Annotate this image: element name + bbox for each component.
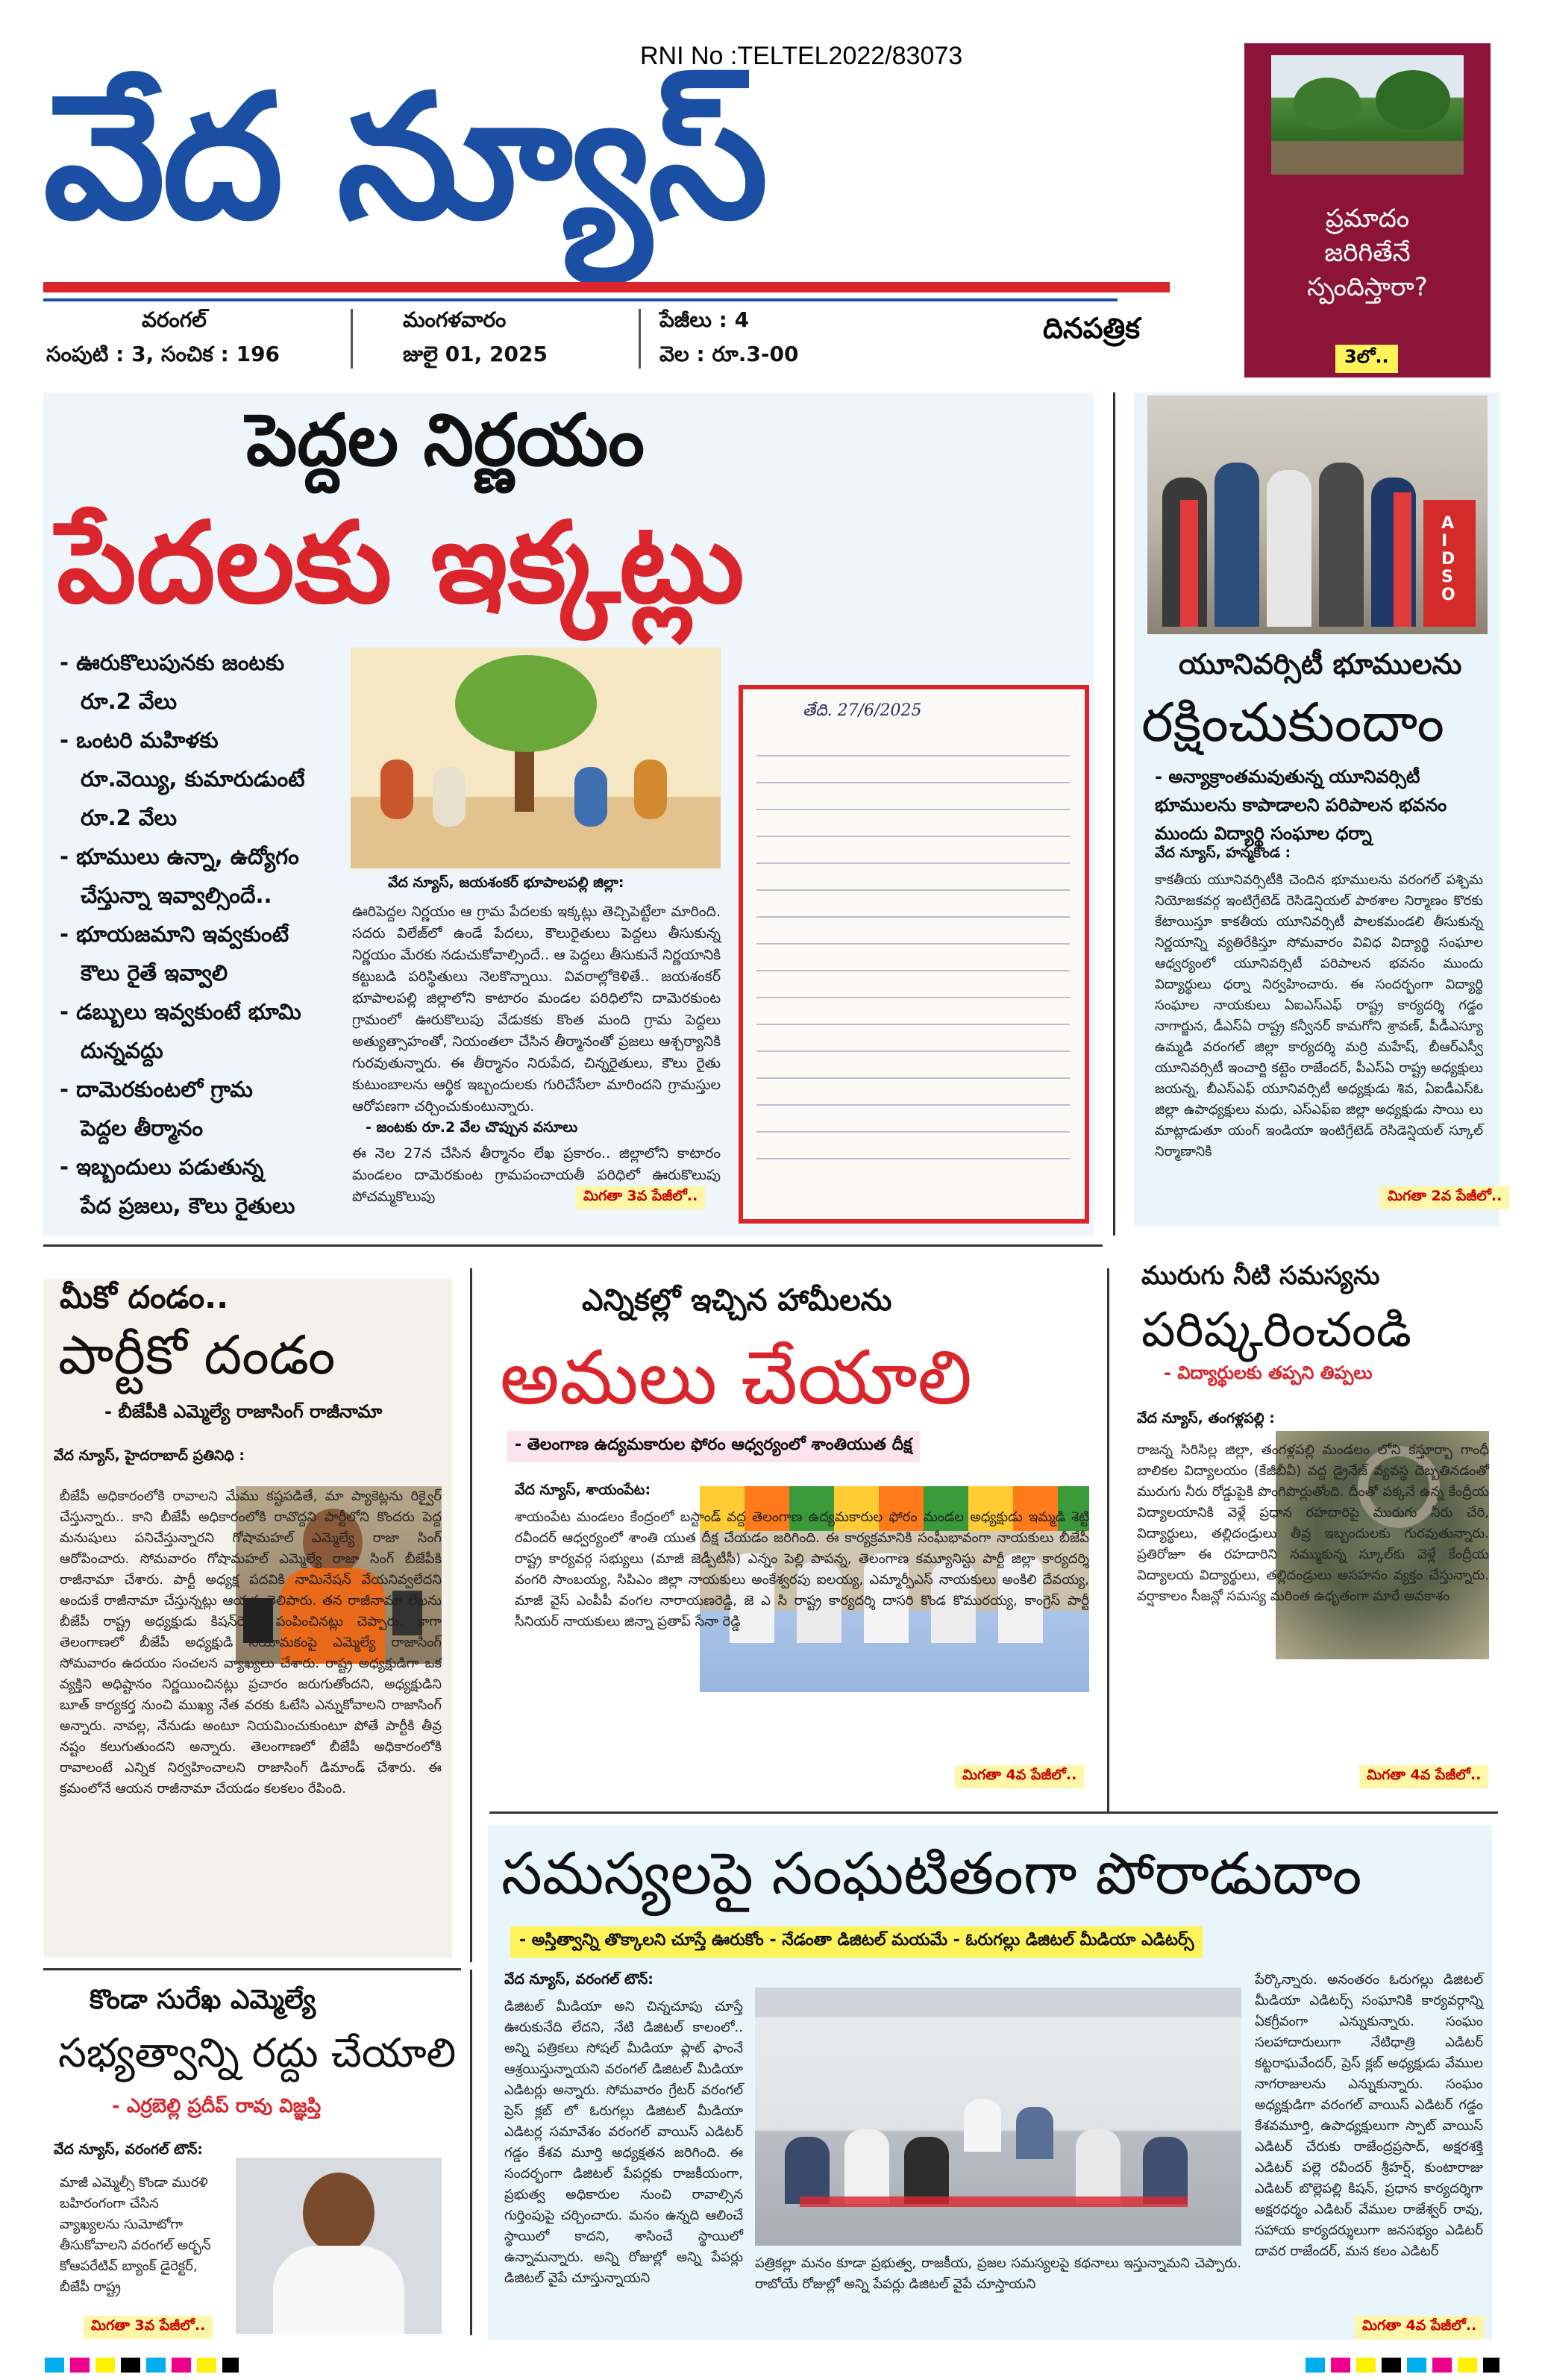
- digital-photo: [755, 1988, 1241, 2246]
- bullet-line: పేద ప్రజలు, కౌలు రైతులు: [81, 1193, 295, 1218]
- university-continued[interactable]: మిగతా 2వ పేజీలో..: [1380, 1186, 1509, 1209]
- promises-kicker: ఎన్నికల్లో ఇచ్చిన హామీలను: [582, 1283, 892, 1318]
- surekha-deck: - ఎర్రబెల్లి ప్రదీప్ రావు విజ్ఞప్తి: [112, 2095, 322, 2117]
- water-dateline: వేద న్యూస్, తంగళ్లపల్లి :: [1137, 1410, 1275, 1427]
- university-banner-text: AIDSO: [1441, 514, 1455, 604]
- bullet-line: రూ.2 వేలు: [81, 689, 178, 714]
- lead-story-headline: పేదలకు ఇక్కట్లు: [57, 498, 745, 628]
- surekha-rule: [43, 1968, 461, 1970]
- registration-strip-left: [45, 2358, 239, 2373]
- water-body: రాజన్న సిరిసిల్ల జిల్లా, తంగళ్లపల్లి మండలం లోని కస్తూర్బా గాంధీ బాలికల విద్యాలయం (కేజీబీవీ) వద్ద డ్రైనేజ్ వ్యవస్థ దెబ్బతినడంతో మురుగు నీరు రోడ్డుపైకి పొంగిపొర్లుతోంది. దీంతో పక్కనే ఉన్న కేంద్రీయ విద్యాలయానికి వెళ్లే ప్రధాన రహదారిపై మురుగు నీరు చేరి, విద్యార్థులు, తల్లిదండ్రులు తీవ్ర ఇబ్బందులకు గురవుతున్నారు. ప్రతిరోజూ ఈ రహదారిని నమ్ముకున్న స్కూల్‌కు వెళ్లే కేంద్రీయ విద్యాలయ విద్యార్థులు, తల్లిదండ్రులు అసహనం వ్యక్తం చేస్తున్నారు. వర్షాకాలం సీజన్లో సమస్య మరింత ఉధృతంగా మారే అవకాశం: [1137, 1442, 1489, 1604]
- section-rule-1: [43, 1244, 1103, 1247]
- column-rule-right: [1113, 392, 1115, 1236]
- promises-deck: - తెలంగాణ ఉద్యమకారుల ఫోరం ఆధ్వర్యంలో శాంతియుత దీక్ష: [507, 1431, 920, 1462]
- lead-story-illustration: [351, 648, 721, 868]
- digital-continued[interactable]: మిగతా 4వ పేజీలో..: [1355, 2316, 1484, 2339]
- digital-body-left: డిజిటల్ మీడియా అని చిన్నచూపు చూస్తే ఊరుకునేది లేదని, నేటి డిజిటల్ కాలంలో.. అన్ని పత్రికలు సోషల్ మీడియా ప్లాట్ ఫాంనే ఆశ్రయిస్తున్నాయని వరంగల్ డిజిటల్ మీడియా ఎడిటర్లు అన్నారు. సోమవారం గ్రేటర్ వరంగల్ ప్రెస్ క్లబ్ లో ఓరుగల్లు డిజిటల్ మీడియా ఎడిటర్ల సమావేశం వరంగల్ వాయిస్ ఎడిటర్ గడ్డం కేశవ మూర్తి అధ్యక్షతన జరిగింది. ఈ సందర్భంగా డిజిటల్ పేపర్లకు రాజకీయంగా, ప్రభుత్వ అధికారుల నుంచి రావాల్సిన గుర్తింపుపై చర్చించారు. మనం ఉన్నది ఆలించే స్థాయిలో కాదని, శాసించే స్థాయిలో ఉన్నామన్నారు. అన్ని రోజుల్లో అన్ని పేపర్లు డిజిటల్ వైపే చూస్తున్నాయని: [504, 1999, 743, 2286]
- bullet-line: - ఊరుకొలుపునకు జంటకు: [60, 650, 285, 675]
- lead-story-kicker: పెద్దల నిర్ణయం: [246, 398, 645, 482]
- column-rule-bottom: [470, 1970, 472, 2335]
- water-kicker: మురుగు నీటి సమస్యను: [1141, 1261, 1380, 1291]
- teaser-page-ref: 3లో..: [1335, 345, 1398, 373]
- rajasingh-body: బీజేపీ అధికారంలోకి రావాలని మేము కష్టపడితే, మా ప్యాకెట్లను రిక్వైర్ చేస్తున్నారు.. కాని బీజేపీ అధికారంలోకి రావొద్దని పార్టీలోని కొందరు పెద్ద మనుషులు పనిచేస్తున్నారని గోషామహల్ ఎమ్మెల్యే రాజా సింగ్ ఆరోపించారు. సోమవారం గోషామహల్ ఎమ్మెల్యే రాజా సింగ్ బీజేపీకి రాజీనామా చేశారు. పార్టీ అధ్యక్ష పదవికి నామినేషన్ వేయనివ్వలేదని అందుకే రాజీనామా చేస్తున్నట్లు ఆయన తెలిపారు. తన రాజీనామా లేఖను బీజేపీ రాష్ట్ర అధ్యక్షుడు కిషన్‌రెడ్డికి పంపించినట్లు చెప్పారు. కాగా తెలంగాణలో బీజేపీ అధ్యక్షుడి నియామకంపై ఎమ్మెల్యే రాజాసింగ్ సోమవారం ఉదయం సంచలన వ్యాఖ్యలు చేశారు. రాష్ట్ర అధ్యక్షుడిగా ఒక వ్యక్తిని అధిష్టానం నిర్ణయించినట్లు ప్రచారం జరుగుతోందని, అధ్యక్షుడిని బూత్ కార్యకర్త నుంచి ముఖ్య నేత వరకు ఓటేసి ఎన్నుకోవాలని రాజాసింగ్ అన్నారు. నావల్ల, నేనుడు అంటూ నియమించుకుంటూ పోతే పార్టీకి తీవ్ర నష్టం కలుగుతుందని అన్నారు. తెలంగాణలో బీజేపీ అధికారంలోకి రావాలంటే ఎన్నిక నిర్వహించాలని రాజాసింగ్ డిమాండ్ చేశారు. ఈ క్రమంలోనే ఆయన రాజీనామా చేయడం కలకలం రేపింది.: [60, 1488, 442, 1797]
- registration-strip-right: [1306, 2358, 1499, 2373]
- bullet-line: చేస్తున్నా ఇవ్వాల్సిందే..: [81, 883, 272, 908]
- surekha-photo: [236, 2158, 442, 2334]
- rajasingh-headline: పార్టీకో దండం: [58, 1324, 336, 1386]
- bullet-line: రూ.2 వేలు: [81, 805, 178, 830]
- surekha-headline: సభ్యత్వాన్ని రద్దు చేయాలి: [58, 2029, 457, 2076]
- digital-body-mid: పత్రికల్లా మనం కూడా ప్రభుత్వ, రాజకీయ, ప్రజల సమస్యలపై కథనాలు ఇస్తున్నామని చెప్పారు. రాబోయే రోజుల్లో అన్ని పేపర్లు డిజిటల్ వైపే చూస్తాయని: [755, 2255, 1241, 2292]
- bullet-line: దున్నవద్దు: [81, 1038, 163, 1063]
- edition-day: మంగళవారం: [403, 307, 507, 332]
- digital-dateline: వేద న్యూస్, వరంగల్ టౌన్:: [504, 1971, 654, 1988]
- surekha-continued[interactable]: మిగతా 3వ పేజీలో..: [84, 2316, 213, 2339]
- bullet-line: రూ.వెయ్యి, కుమారుడుంటే: [81, 766, 305, 792]
- letter-date: తేది. 27/6/2025: [803, 701, 922, 720]
- column-rule-mid-left: [470, 1268, 472, 1962]
- rajasingh-dateline: వేద న్యూస్, హైదరాబాద్ ప్రతినిధి :: [54, 1447, 245, 1464]
- surekha-dateline: వేద న్యూస్, వరంగల్ టౌన్:: [54, 2141, 203, 2158]
- water-deck: - విద్యార్థులకు తప్పని తిప్పలు: [1164, 1362, 1373, 1383]
- lead-story-dateline: వేద న్యూస్, జయశంకర్ భూపాలపల్లి జిల్లా:: [388, 874, 624, 891]
- promises-continued[interactable]: మిగతా 4వ పేజీలో..: [955, 1765, 1084, 1788]
- lead-story-body: ఊరిపెద్దల నిర్ణయం ఆ గ్రామ పేదలకు ఇక్కట్లు తెచ్చిపెట్టేలా మారింది. సదరు విలేజ్‌లో ఉండే పేదలు, కౌలురైతులు పెద్దలు తీసుకున్న నిర్ణయం మేరకు నడుచుకోవాల్సిందే.. ఆ పెద్దలు తీసుకునే నిర్ణయానికి కట్టుబడి పరిస్థితులు నెలకొన్నాయి. వివరాల్లోకెళితే.. జయశంకర్ భూపాలపల్లి జిల్లాలోని కాటారం మండల పరిధిలోని దామెరకుంట గ్రామంలో ఊరుకొలుపు వేడుకకు కొంత మంది గ్రామ పెద్దలు అత్యుత్సాహంతో, నియంతలా చేసిన తీర్మానంతో ప్రజలు ఆశ్చర్యానికి గురవుతున్నారు. ఈ తీర్మానం నిరుపేద, చిన్నరైతులు, కౌలు రైతు కుటుంబాలను ఆర్థిక ఇబ్బందులకు గురిచేసేలా మారిందని గ్రామస్తుల ఆరోపణగా చర్చించుకుంటున్నారు.: [352, 904, 721, 1115]
- promises-headline: అమలు చేయాలి: [500, 1334, 973, 1421]
- edition-city: వరంగల్: [142, 307, 207, 332]
- university-headline: రక్షించుకుందాం: [1141, 691, 1445, 754]
- water-continued[interactable]: మిగతా 4వ పేజీలో..: [1359, 1765, 1488, 1788]
- bullet-line: - దామెరకుంటలో గ్రామ: [60, 1077, 253, 1102]
- bullet-line: పెద్దల తీర్మానం: [81, 1115, 204, 1141]
- university-dateline: వేద న్యూస్, హన్మకొండ :: [1155, 845, 1291, 861]
- masthead-divider-1: [351, 309, 353, 369]
- rni-number: RNI No :TELTEL2022/83073: [640, 42, 963, 70]
- university-deck: - అన్యాక్రాంతమవుతున్న యూనివర్సిటీ భూములను కాపాడాలని పరిపాలన భవనం ముందు విద్యార్థి సంఘాల ధర్నా: [1155, 766, 1447, 844]
- volume-issue: సంపుటి : 3, సంచిక : 196: [46, 342, 280, 366]
- rajasingh-deck: - బీజేపీకి ఎమ్మెల్యే రాజాసింగ్ రాజీనామా: [104, 1401, 383, 1422]
- masthead-subtitle: దినపత్రిక: [1043, 312, 1141, 345]
- university-photo: [1147, 395, 1488, 634]
- masthead-red-rule: [43, 282, 1170, 292]
- bullet-line: కౌలు రైతే ఇవ్వాలి: [81, 960, 228, 986]
- bullet-line: - భూములు ఉన్నా, ఉద్యోగం: [60, 844, 299, 869]
- promises-body: శాయంపేట మండలం కేంద్రంలో బస్టాండ్ వద్ద తెలంగాణ ఉద్యమకారుల ఫోరం మండల అధ్యక్షుడు ఇమ్మడి శెట్టి రవీందర్ ఆధ్వర్యంలో శాంతి యుత దీక్ష చేయడం జరిగింది. ఈ కార్యక్రమానికి సంఘీభావంగా నాయకులు బీజేపీ రాష్ట్ర కార్యవర్గ సభ్యులు (మాజీ జెడ్పీటీసీ) ఎన్నం పెల్లి పాపన్న, తెలంగాణ కమ్యూనిస్టు పార్టీ జిల్లా కార్యదర్శి వంగరి సాంబయ్య, సిపిఎం జిల్లా నాయకులు అంకేశ్వరపు ఐలయ్య, ఎమ్మార్పీఎస్ నాయకులు అంకిలి దేవయ్య, మాజీ వైస్ ఎంపీపీ వంగల నారాయణరెడ్డి, జె ఎ సి రాష్ట్ర కార్యదర్శి దాసరి కొండ కొమురయ్య, కాంగ్రెస్ పార్టీ సీనియర్ నాయకులు జిన్నా ప్రతాప్ సేనా రెడ్డి: [515, 1509, 1089, 1629]
- bullet-line: - ఇబ్బందులు పడుతున్న: [60, 1154, 264, 1180]
- column-rule-mid-right: [1107, 1268, 1109, 1813]
- digital-headline: సమస్యలపై సంఘటితంగా పోరాడుదాం: [501, 1841, 1362, 1908]
- teaser-headline: ప్రమాదం జరిగితేనే స్పందిస్తారా?: [1307, 204, 1428, 302]
- page-count: పేజీలు : 4: [659, 307, 750, 332]
- section-rule-2: [489, 1811, 1498, 1814]
- teaser-photo: [1271, 55, 1464, 175]
- bullet-line: - డబ్బులు ఇవ్వకుంటే భూమి: [60, 999, 301, 1024]
- promises-dateline: వేద న్యూస్, శాయంపేట:: [515, 1482, 651, 1498]
- university-body: కాకతీయ యూనివర్సిటీకి చెందిన భూములను వరంగల్ పశ్చిమ నియోజకవర్గ ఇంటిగ్రేటెడ్ రెసిడెన్షియల్ పాఠశాల నిర్మాణం కొరకు కేటాయిస్తూ కాకతీయ యూనివర్సిటీ పాలకమండలి తీసుకున్న నిర్ణయాన్ని వ్యతిరేకిస్తూ సోమవారం వివిధ విద్యార్థి సంఘాల ఆధ్వర్యంలో యూనివర్సిటీ పరిపాలన భవనం ముందు విద్యార్థులు ధర్నా నిర్వహించారు. ఈ సందర్భంగా విద్యార్థి సంఘాల నాయకులు ఏఐఎస్ఎఫ్ రాష్ట్ర కార్యదర్శి గడ్డం నాగార్జున, డీఎస్ఏ రాష్ట్ర కన్వీనర్ కామగోని శ్రావణ్, పీడీఎస్యూ ఉమ్మడి వరంగల్ జిల్లా కార్యదర్శి మర్రి మహేష్, బీఆర్ఎస్వీ యూనివర్సిటీ ఇంచార్జి కట్టెం రాజేందర్, పీఎస్ఏ రాష్ట్ర అధ్యక్షులు జయన్న, బీఎస్ఎఫ్ యూనివర్సిటీ అధ్యక్షుడు శివ, ఏఐడీఎస్ఓ జిల్లా ఉపాధ్యక్షులు మధు, ఎస్ఎఫ్ఐ జిల్లా అధ్యక్షుడు సాయి లు మాట్లాడుతూ యంగ్ ఇండియా ఇంటిగ్రేటెడ్ రెసిడెన్షియల్ స్కూల్ నిర్మాణానికి: [1155, 872, 1483, 1159]
- price: వెల : రూ.3-00: [659, 342, 799, 366]
- edition-date: జులై 01, 2025: [403, 342, 548, 366]
- digital-deck: - అస్తిత్వాన్ని తొక్కాలని చూస్తే ఊరుకోం - నేడంతా డిజిటల్ మయమే - ఓరుగల్లు డిజిటల్ మీడియా ఎడిటర్స్: [510, 1926, 1203, 1958]
- digital-body-right: పేర్కొన్నారు. అనంతరం ఓరుగల్లు డిజిటల్ మీడియా ఎడిటర్స్ సంఘానికి కార్యవర్గాన్ని ఏకగ్రీవంగా ఎన్నుకున్నారు. సంఘం సలహాదారులుగా నేటిధాత్రి ఎడిటర్ కట్టరాఘవేందర్, ప్రెస్ క్లబ్ అధ్యక్షుడు వేముల నాగరాజులను ఎన్నుకున్నారు. సంఘం అధ్యక్షుడిగా వరంగల్ వాయిస్ ఎడిటర్ గడ్డం కేశవమూర్తి, ఉపాధ్యక్షులుగా స్పాట్ వాయిస్ ఎడిటర్ చేరుకు రాజేంద్రప్రసాద్, అక్షరశక్తి ఎడిటర్ పల్లె రవీందర్ శ్రీహర్ష్, కుంటారాజు ఎడిటర్ బొల్లెపల్లి కిషన్, ప్రధాన కార్యదర్శిగా అక్షరధర్మం ఎడిటర్ వేముల రాజేశ్వర్ రావు, సహాయ కార్యదర్శులుగా జనసభ్యం ఎడిటర్ దావర రాజేందర్, మన కలం ఎడిటర్: [1255, 1972, 1483, 2259]
- rajasingh-kicker: మీకో దండం..: [60, 1279, 229, 1315]
- lead-story-body-2: ఈ నెల 27న చేసిన తీర్మానం లేఖ ప్రకారం.. జిల్లాలోని కాటారం మండలం దామెరకుంట గ్రామపంచాయతీ పరిధిలో ఊరుకొలుపు పోచమ్మకొలుపు: [352, 1145, 721, 1205]
- bullet-line: - ఒంటరి మహిళకు: [60, 727, 219, 753]
- masthead-title: వేద న్యూస్: [43, 58, 765, 257]
- surekha-body: మాజీ ఎమ్మెల్సీ కొండా మురళి బహిరంగంగా చేసిన వ్యాఖ్యలను సుమోటోగా తీసుకోవాలని వరంగల్ అర్బన్ కోఆపరేటివ్ బ్యాంక్ డైరెక్టర్, బీజేపీ రాష్ట్ర: [60, 2175, 211, 2295]
- lead-story-subhead: - జంటకు రూ.2 వేల చొప్పున వసూలు: [366, 1119, 578, 1136]
- masthead-divider-2: [639, 309, 641, 369]
- bullet-line: - భూయజమాని ఇవ్వకుంటే: [60, 921, 289, 947]
- lead-story-continued[interactable]: మిగతా 3వ పేజీలో..: [576, 1186, 705, 1209]
- surekha-kicker: కొండా సురేఖ ఎమ్మెల్యే: [90, 1985, 316, 2015]
- university-kicker: యూనివర్సిటీ భూములను: [1179, 648, 1462, 680]
- masthead-blue-rule: [43, 298, 1118, 301]
- water-headline: పరిష్కరించండి: [1141, 1303, 1411, 1358]
- handwritten-letter: [739, 685, 1089, 1224]
